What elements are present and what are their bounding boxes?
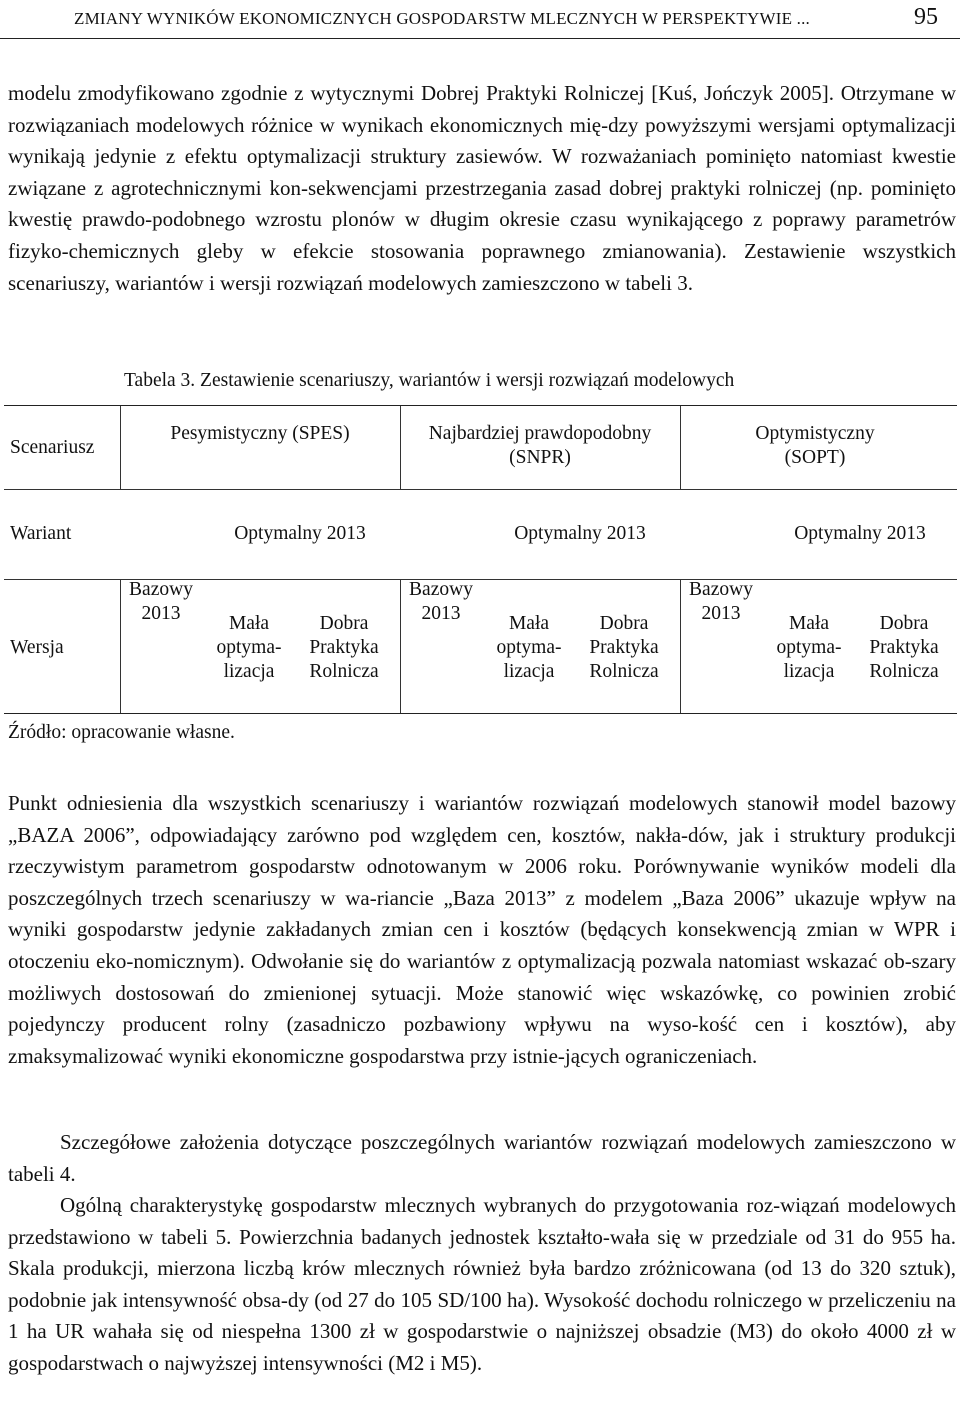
paragraph-table-4: Szczegółowe założenia dotyczące poszczególnych wariantów rozwiązań modelowych zamieszczono w tabeli 4. xyxy=(8,1130,956,1186)
table-caption: Tabela 3. Zestawienie scenariuszy, wariantów i wersji rozwiązań modelowych xyxy=(124,370,735,391)
row-label-variant: Wariant xyxy=(10,523,72,544)
table-source: Źródło: opracowanie własne. xyxy=(8,722,235,743)
paragraph-reference-model: Punkt odniesienia dla wszystkich scenariuszy i wariantów rozwiązań modelowych stanowił model bazowy „BAZA 2006”, odpowiadający zarówno pod względem cen, kosztów, nakła-dów, jak i struktury produkcji rzeczywistym parametrom gospodarstw odnotowanym w 2006 roku. Porównywanie wyników modeli dla poszczególnych trzech scenariuszy w wa-riancie „Baza 2013” z modelem „Baza 2006” ukazuje wpływ na wyniki gospodarstw jedynie zakładanych zmian cen i kosztów (będących konsekwencją zmian w WPR i otoczeniu eko-nomicznym). Odwołanie się do wariantów z optymalizacją pozwala natomiast wskazać ob-szary możliwych dostosowań do zmienionej sytuacji. Może stanowić więc wskazówkę, co powinien zrobić pojedynczy producent rolny (zasadniczo pozbawiony wpływu na wyso-kość cen i kosztów), aby zmaksymalizować wyniki ekonomiczne gospodarstwa przy istnie-jących ograniczeniach. xyxy=(8,791,956,1068)
version-small-snpr: Mała optyma-lizacja xyxy=(496,613,562,682)
table-rule xyxy=(680,406,681,489)
paragraph-farm-characteristics: Ogólną charakterystykę gospodarstw mlecznych wybranych do przygotowania roz-wiązań modelowych przedstawiono w tabeli 5. Powierzchnia badanych jednostek kształto-wała się w przedziale od 31 do 955 ha. Skala produkcji, mierzona liczbą krów mlecznych również była bardzo zróżnicowana (od 13 do 320 sztuk), podobnie jak intensywność obsa-dy (od 27 do 105 SD/100 ha). Wysokość dochodu rolniczego w przeliczeniu na 1 ha UR wahała się od niespełna 1300 zł w gospodarstwie o najniższej obsadzie (M3) do około 4000 zł w gospodarstwach o najwyższej intensywności (M2 i M5). xyxy=(8,1193,956,1375)
version-base-spes: Bazowy 2013 xyxy=(129,579,193,624)
table-rule xyxy=(400,406,401,489)
version-small-spes: Mała optyma-lizacja xyxy=(216,613,282,682)
version-good-sopt: Dobra Praktyka Rolnicza xyxy=(869,613,939,682)
version-base-sopt: Bazowy 2013 xyxy=(689,579,753,624)
version-small-sopt: Mała optyma-lizacja xyxy=(776,613,842,682)
table-rule xyxy=(120,406,121,489)
scenario-most-probable: Najbardziej prawdopodobny (SNPR) xyxy=(428,423,652,468)
row-label-scenario: Scenariusz xyxy=(10,437,95,458)
variant-most-probable: Optymalny 2013 xyxy=(514,523,646,544)
row-label-version: Wersja xyxy=(10,637,64,658)
version-good-snpr: Dobra Praktyka Rolnicza xyxy=(589,613,659,682)
running-header xyxy=(0,4,960,39)
page-number: 95 xyxy=(914,4,938,30)
paragraph-intro: modelu zmodyfikowano zgodnie z wytycznymi Dobrej Praktyki Rolniczej [Kuś, Jończyk 2005]. Otrzymane w rozwiązaniach modelowych różnice w wynikach ekonomicznych mię-dzy powyższymi wersjami optymalizacji wynikają jedynie z efektu optymalizacji struktury zasiewów. W rozważaniach pominięto natomiast kwestie związane z agrotechnicznymi kon-sekwencjami przestrzegania zasad dobrej praktyki rolniczej (np. pominięto kwestię prawdo-podobnego wzrostu plonów w długim okresie czasu wynikającego z poprawy parametrów fizyko-chemicznych gleby w efekcie stosowania poprawnego zmianowania). Zestawienie wszystkich scenariuszy, wariantów i wersji rozwiązań modelowych zamieszczono w tabeli 3. xyxy=(8,81,956,295)
variant-pessimistic: Optymalny 2013 xyxy=(234,523,366,544)
scenario-pessimistic: Pesymistyczny (SPES) xyxy=(170,423,350,444)
variant-optimistic: Optymalny 2013 xyxy=(794,523,926,544)
version-good-spes: Dobra Praktyka Rolnicza xyxy=(309,613,379,682)
table-rule xyxy=(4,489,957,490)
running-title: ZMIANY WYNIKÓW EKONOMICZNYCH GOSPODARSTW MLECZNYCH W PERSPEKTYWIE ... xyxy=(74,9,810,28)
scenario-optimistic: Optymistyczny (SOPT) xyxy=(755,423,875,468)
scenario-table xyxy=(4,405,957,714)
version-base-snpr: Bazowy 2013 xyxy=(409,579,473,624)
